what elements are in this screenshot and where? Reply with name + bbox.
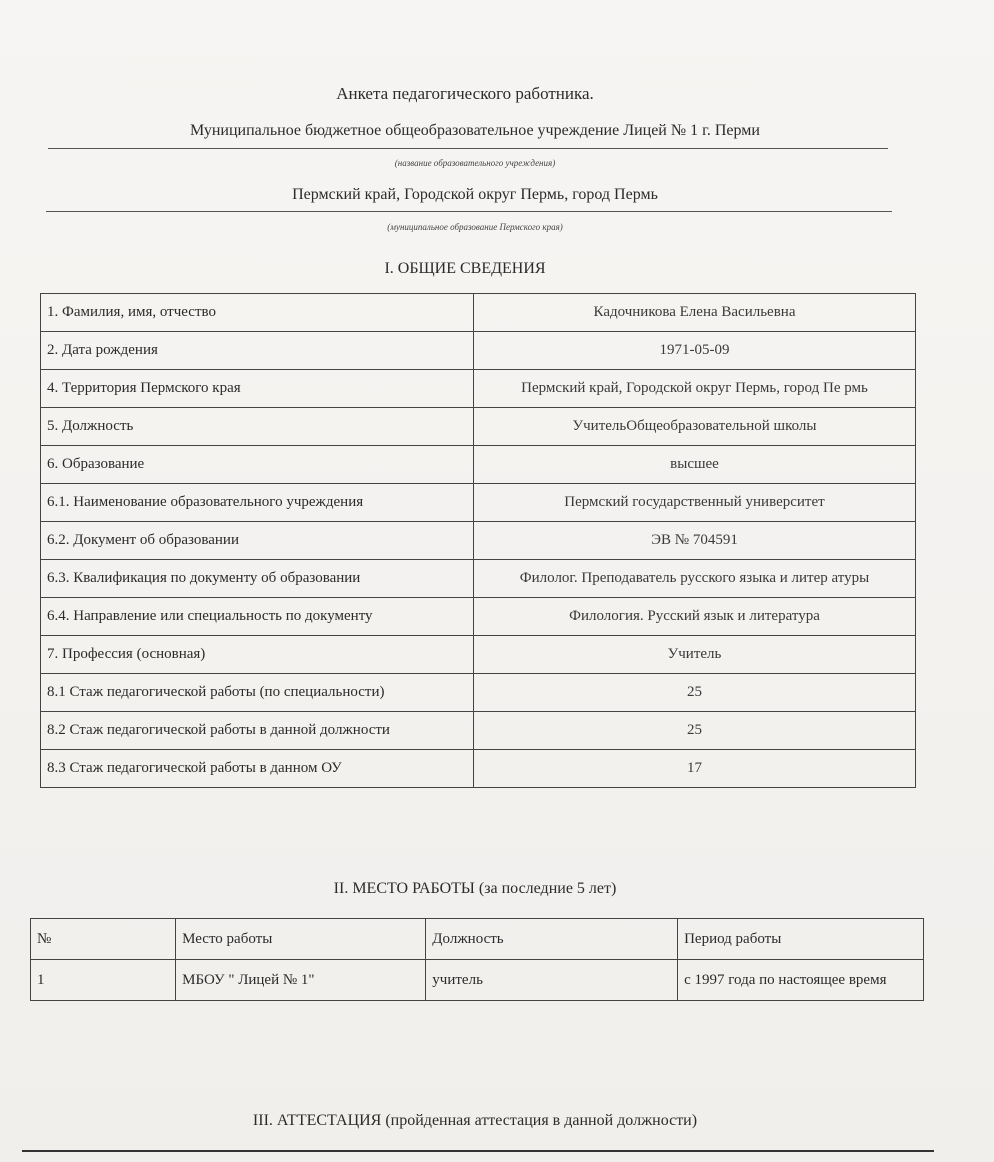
- info-row: [41, 674, 916, 712]
- info-value: Пермский край, Городской округ Пермь, город Пе рмь: [474, 370, 916, 408]
- section1-title: I. ОБЩИЕ СВЕДЕНИЯ: [384, 260, 546, 277]
- info-row: [41, 636, 916, 674]
- info-value: Филолог. Преподаватель русского языка и литер атуры: [474, 560, 916, 598]
- document-title: Анкета педагогического работника.: [336, 84, 594, 103]
- general-info-table: [40, 293, 916, 788]
- info-label: 2. Дата рождения: [41, 332, 474, 370]
- info-label: 1. Фамилия, имя, отчество: [41, 294, 474, 332]
- info-label: 7. Профессия (основная): [41, 636, 474, 674]
- info-label: 5. Должность: [41, 408, 474, 446]
- info-value: 17: [474, 750, 916, 788]
- info-row: [41, 370, 916, 408]
- workplace-header-cell: Должность: [426, 919, 678, 960]
- info-value: Пермский государственный университет: [474, 484, 916, 522]
- institution-caption: (название образовательного учреждения): [394, 158, 556, 168]
- info-value: 25: [474, 712, 916, 750]
- municipality-name: Пермский край, Городской округ Пермь, город Пермь: [292, 186, 658, 203]
- info-value: 1971-05-09: [474, 332, 916, 370]
- info-label: 6.3. Квалификация по документу об образовании: [41, 560, 474, 598]
- workplace-row: [31, 960, 924, 1001]
- workplace-cell: с 1997 года по настоящее время: [678, 960, 924, 1001]
- info-value: Учитель: [474, 636, 916, 674]
- info-label: 8.1 Стаж педагогической работы (по специальности): [41, 674, 474, 712]
- info-label: 6.1. Наименование образовательного учреждения: [41, 484, 474, 522]
- info-row: [41, 522, 916, 560]
- municipality-underline: [46, 211, 892, 212]
- info-label: 6. Образование: [41, 446, 474, 484]
- workplace-header-row: [31, 919, 924, 960]
- workplace-cell: учитель: [426, 960, 678, 1001]
- municipality-caption: (муниципальное образование Пермского края): [387, 222, 563, 232]
- info-row: [41, 750, 916, 788]
- info-row: [41, 484, 916, 522]
- info-value: Кадочникова Елена Васильевна: [474, 294, 916, 332]
- workplace-table: [30, 918, 924, 1001]
- workplace-header-cell: Период работы: [678, 919, 924, 960]
- info-row: [41, 712, 916, 750]
- workplace-cell: 1: [31, 960, 176, 1001]
- workplace-header-cell: №: [31, 919, 176, 960]
- info-value: УчительОбщеобразовательной школы: [474, 408, 916, 446]
- attestation-table-top-border: [22, 1150, 934, 1152]
- workplace-cell: МБОУ " Лицей № 1": [176, 960, 426, 1001]
- info-value: ЭВ № 704591: [474, 522, 916, 560]
- info-row: [41, 446, 916, 484]
- info-row: [41, 332, 916, 370]
- institution-name: Муниципальное бюджетное общеобразовательное учреждение Лицей № 1 г. Перми: [190, 122, 760, 139]
- info-label: 4. Территория Пермского края: [41, 370, 474, 408]
- info-row: [41, 294, 916, 332]
- info-label: 8.2 Стаж педагогической работы в данной должности: [41, 712, 474, 750]
- info-label: 8.3 Стаж педагогической работы в данном ОУ: [41, 750, 474, 788]
- info-value: 25: [474, 674, 916, 712]
- workplace-header-cell: Место работы: [176, 919, 426, 960]
- institution-underline: [48, 148, 888, 149]
- info-label: 6.2. Документ об образовании: [41, 522, 474, 560]
- info-label: 6.4. Направление или специальность по документу: [41, 598, 474, 636]
- section2-title: II. МЕСТО РАБОТЫ (за последние 5 лет): [333, 880, 617, 897]
- info-row: [41, 560, 916, 598]
- info-row: [41, 598, 916, 636]
- info-value: Филология. Русский язык и литература: [474, 598, 916, 636]
- info-row: [41, 408, 916, 446]
- info-value: высшее: [474, 446, 916, 484]
- section3-title: III. АТТЕСТАЦИЯ (пройденная аттестация в данной должности): [252, 1112, 698, 1129]
